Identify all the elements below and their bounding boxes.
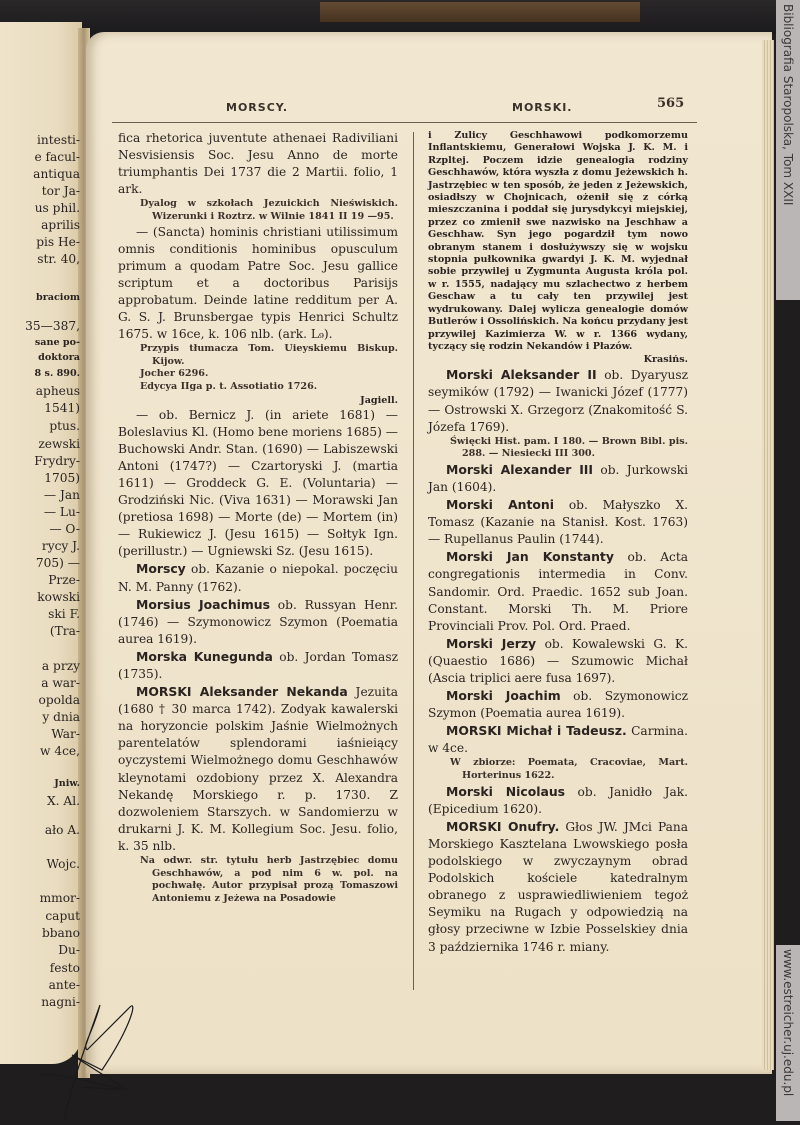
book-spine — [320, 2, 640, 22]
paragraph: fica rhetorica juventute athenaei Radiviliani Nesvisiensis Soc. Jesu Anno de morte triumphantis Dei 1737 die 2 Martii. folio, 1 ark. — [118, 131, 398, 197]
left-page-text-fragment: pis He- — [36, 235, 80, 249]
left-page-text-fragment: tor Ja- — [41, 184, 80, 198]
collection-label: Bibliografia Staropolska, Tom XXII — [776, 0, 800, 300]
left-page-text-fragment: 705) — — [35, 556, 80, 570]
left-page-text-fragment: intesti- — [36, 133, 80, 147]
entry — [118, 596, 398, 648]
left-page-text-fragment: Wojc. — [46, 857, 80, 871]
bibliographic-note: Edycya IIga p. t. Assotiatio 1726. — [140, 381, 318, 392]
running-head-right: MORSKI. — [512, 101, 573, 114]
entry — [428, 722, 688, 757]
entry — [428, 687, 688, 722]
entry-text: ob. Janidło Jak. (Epicedium 1620). — [428, 784, 688, 816]
entry — [428, 548, 688, 634]
library-siglum: Krasińs. — [643, 354, 688, 366]
entry-text: ob. Jordan Tomasz (1735). — [118, 649, 398, 681]
left-page-text-fragment: ptus. — [49, 419, 80, 433]
handwritten-signature-icon — [42, 995, 182, 1125]
entry-headword: MORSKI Michał i Tadeusz. — [446, 723, 627, 739]
entry-text: Głos JW. JMci Pana Morskiego Kasztelana Lwowskiego posła podolskiego w zwyczaynym obrad Podolskich kościele katedralnym obranego z usprawiedliwieniem tegoż Seymiku na Rugach y odpowiedzią na głosy przeciwne w Izbie Posselskiey dnia 3 października 1746 r. miany. — [428, 819, 688, 954]
left-page-text-fragment: — Jan — [43, 488, 80, 502]
entry-text: Jezuita (1680 † 30 marca 1742). Zodyak kawalerski na horyzoncie polskim Jaśnie Wielmożnych parentelatów splendorami iaśnieiący oyczystemi Wielmożnego domu Geschhawów kleynotami ozdobiony przez X. Alexandra Nekandę Morskiego r. p. 1730. Z dozwoleniem Starszych. w Sandomierzu w drukarni J. K. M. Kollegium Soc. Jesu. folio, k. 35 nlb. — [118, 685, 398, 853]
library-siglum: Jagiell. — [360, 394, 398, 406]
column-rule — [413, 132, 414, 990]
left-page-text-fragment: antiqua — [33, 167, 80, 181]
entry — [118, 683, 398, 855]
left-page-text-fragment: Frydry- — [34, 454, 80, 468]
left-page-text-fragment: nagni- — [41, 995, 80, 1009]
entry-headword: Morski Antoni — [446, 497, 554, 513]
bibliographic-note: W zbiorze: Poemata, Cracoviae, Mart. Horterinus 1622. — [450, 757, 688, 782]
entry-headword: MORSKI Onufry. — [446, 818, 560, 834]
entry-text: ob. Dyaryusz seymików (1792) — Iwanicki Józef (1777) — Ostrowski X. Grzegorz (Znakomitość S. Józefa 1769). — [428, 368, 688, 434]
left-page-text-fragment: sane po- — [34, 337, 80, 348]
left-page-text-fragment: ante- — [48, 978, 80, 992]
entry-text: ob. Russyan Henr. (1746) — Szymonowicz Szymon (Poematia aurea 1619). — [118, 597, 398, 646]
entry-headword: MORSKI Aleksander Nekanda — [136, 684, 348, 700]
entry-text: Carmina. w 4ce. — [428, 724, 688, 756]
entry-headword: Morski Jan Konstanty — [446, 549, 614, 565]
paragraph: — (Sancta) hominis christiani utilissimum omnis conditionis hominibus opusculum primum a quodam Patre Soc. Jesu gallice scriptum et a doctoribus Parisijs approbatum. Deinde latine redditum per A. G. S. J. Brunsbergae typis Henrici Schultz 1675. w 16ce, k. 106 nlb. (ark. L₉). — [118, 224, 398, 342]
bibliographic-note: Przypis tłumacza Tom. Uieyskiemu Biskup. Kijow. — [140, 343, 398, 367]
left-page-text-fragment: rycy J. — [41, 539, 80, 553]
website-label: www.estreicher.uj.edu.pl — [776, 945, 800, 1121]
entry-headword: Morski Jerzy — [446, 635, 537, 651]
left-page-text-fragment: y dnia — [42, 710, 80, 724]
left-page-text-fragment: bbano — [41, 926, 80, 940]
left-page-text-fragment: w 4ce, — [40, 744, 80, 758]
left-page-text-fragment: Prze- — [48, 573, 80, 587]
left-page-text-fragment: festo — [49, 961, 80, 975]
left-page-text-fragment: 8 s. 890. — [34, 368, 80, 379]
entry-headword: Morscy — [136, 561, 186, 577]
entry — [118, 648, 398, 683]
entry-headword: Morsius Joachimus — [136, 596, 271, 612]
bibliographic-note: Jocher 6296. — [140, 368, 209, 380]
left-page-text-fragment: apheus — [35, 384, 80, 398]
entry-text: ob. Kazanie o niepokal. poczęciu N. M. Panny (1762). — [118, 562, 398, 594]
bibliographic-note: i Zulicy Geschhawowi podkomorzemu Inflantskiemu, Generałowi Wojska J. K. M. i Rzpltej. Poczem idzie genealogia rodziny Geschhawów, która wyszła z domu Jeżewskich h. Jastrzębiec w ten sposób, że jeden z Jeżewskich, osiadłszy w Chojnicach, ożenił się z córką mieszczanina i poddał się jurysdykcyi miejskiej, przez co zmienił swe nazwisko na Jeschhaw a Geschhaw. Syn jego pogardził tym nowo obranym stanem i dosłużywszy się w wojsku stopnia pułkownika gwardyi J. K. M. wyjednał sobie przywilej u Zygmunta Augusta króla pol. w r. 1555, nadający mu szlachectwo z herbem Geschaw a tu cały ten przywilej jest wydrukowany. Dalej wylicza genealogie domów Butlerów i Ossolińskich. Na końcu przydany jest przywilej Kazimierza W. w r. 1366 wydany, tyczący się rodzin Nekandów i Płazów. — [428, 130, 688, 352]
entry-headword: Morski Joachim — [446, 688, 561, 704]
left-page-text-fragment: 1705) — [44, 471, 80, 485]
entry-headword: Morska Kunegunda — [136, 648, 273, 664]
left-column — [118, 130, 398, 905]
left-page-text-fragment: opolda — [38, 693, 80, 707]
left-page-text-fragment: War- — [51, 727, 80, 741]
left-page-text-fragment: aprilis — [41, 218, 80, 232]
left-page-text-fragment: — Lu- — [43, 505, 80, 519]
left-page-text-fragment: — O- — [49, 522, 80, 536]
left-page-text-fragment: (Tra- — [49, 624, 80, 638]
left-page-text-fragment: ski F. — [48, 607, 80, 621]
entry-headword: Morski Alexander III — [446, 461, 594, 477]
entry — [428, 366, 688, 435]
left-page-text-fragment: ało A. — [44, 823, 80, 837]
left-page-text-fragment: a war- — [41, 676, 80, 690]
left-page-text-fragment: caput — [45, 909, 80, 923]
left-page-text-fragment: X. Al. — [47, 794, 80, 808]
entry-text: ob. Jurkowski Jan (1604). — [428, 462, 688, 494]
entry — [118, 560, 398, 595]
running-head-left: MORSCY. — [226, 101, 289, 114]
header-rule — [112, 122, 697, 123]
right-column — [428, 130, 688, 956]
left-page-text-fragment: Du- — [58, 943, 80, 957]
entry-text: ob. Kowalewski G. K. (Quaestio 1686) — Szumowic Michał (Ascia triplici aere fusa 1697). — [428, 636, 688, 685]
entry-headword: Morski Aleksander II — [446, 367, 597, 383]
entry-text: ob. Szymonowicz Szymon (Poematia aurea 1619). — [428, 689, 689, 721]
paragraph: — ob. Bernicz J. (in ariete 1681) — Boleslavius Kl. (Homo bene moriens 1685) — Buchowski Andr. Stan. (1690) — Labiszewski Antoni (1747?) — Czartoryski J. (martia 1611) — Groddeck G. E. (Voluntaria) — Grodziński Nic. (Viva 1631) — Morawski Jan (pretiosa 1698) — Morte (de) — Mortem (in) — Rukiewicz J. (Jesu 1615) — Sołtyk Ign. (perillustr.) — Ugniewski Sz. (Jesu 1615). — [118, 407, 398, 559]
left-page-text-fragment: 1541) — [44, 401, 80, 415]
entry — [428, 496, 688, 548]
left-page-text-fragment: zewski — [38, 437, 80, 451]
entry — [428, 635, 688, 687]
left-page-text-fragment: e facul- — [34, 150, 80, 164]
left-page-text-fragment: mmor- — [39, 891, 80, 905]
left-page-text-fragment: a przy — [41, 659, 80, 673]
entry-text: ob. Małyszko X. Tomasz (Kazanie na Stanisł. Kost. 1763) — Rupellanus Paulin (1744). — [428, 498, 689, 547]
page-edges — [762, 40, 774, 1070]
entry — [428, 461, 688, 496]
left-page-text-fragment: kowski — [37, 590, 80, 604]
left-page-text-fragment: braciom — [35, 292, 80, 303]
left-page-text-fragment: us phil. — [34, 201, 80, 215]
entry — [428, 818, 688, 956]
left-page-text-fragment: 35—387, — [25, 319, 80, 333]
bibliographic-note: Dyalog w szkołach Jezuickich Nieświskich. Wizerunki i Roztrz. w Wilnie 1841 II 19 —95. — [140, 198, 398, 222]
entry-headword: Morski Nicolaus — [446, 783, 566, 799]
bibliographic-note: Święcki Hist. pam. I 180. — Brown Bibl. pis. 288. — Niesiecki III 300. — [450, 435, 688, 460]
page-number: 565 — [657, 96, 685, 111]
left-page-text-fragment: str. 40, — [37, 252, 80, 266]
left-page-text-fragment: Jniw. — [54, 778, 80, 789]
left-page-text-fragment: doktora — [38, 352, 80, 363]
bibliographic-note: Na odwr. str. tytułu herb Jastrzębiec domu Geschhawów, a pod nim 6 w. pol. na pochwałę. Autor przypisał prozą Tomaszowi Antoniemu z Jeżewa na Posadowie — [140, 855, 398, 904]
entry — [428, 783, 688, 818]
entry-text: ob. Acta congregationis intermedia in Conv. Sandomir. Ord. Praedic. 1652 sub Joan. Constant. Morski Th. M. Priore Provinciali Prov. Pol. Ord. Praed. — [428, 550, 688, 633]
